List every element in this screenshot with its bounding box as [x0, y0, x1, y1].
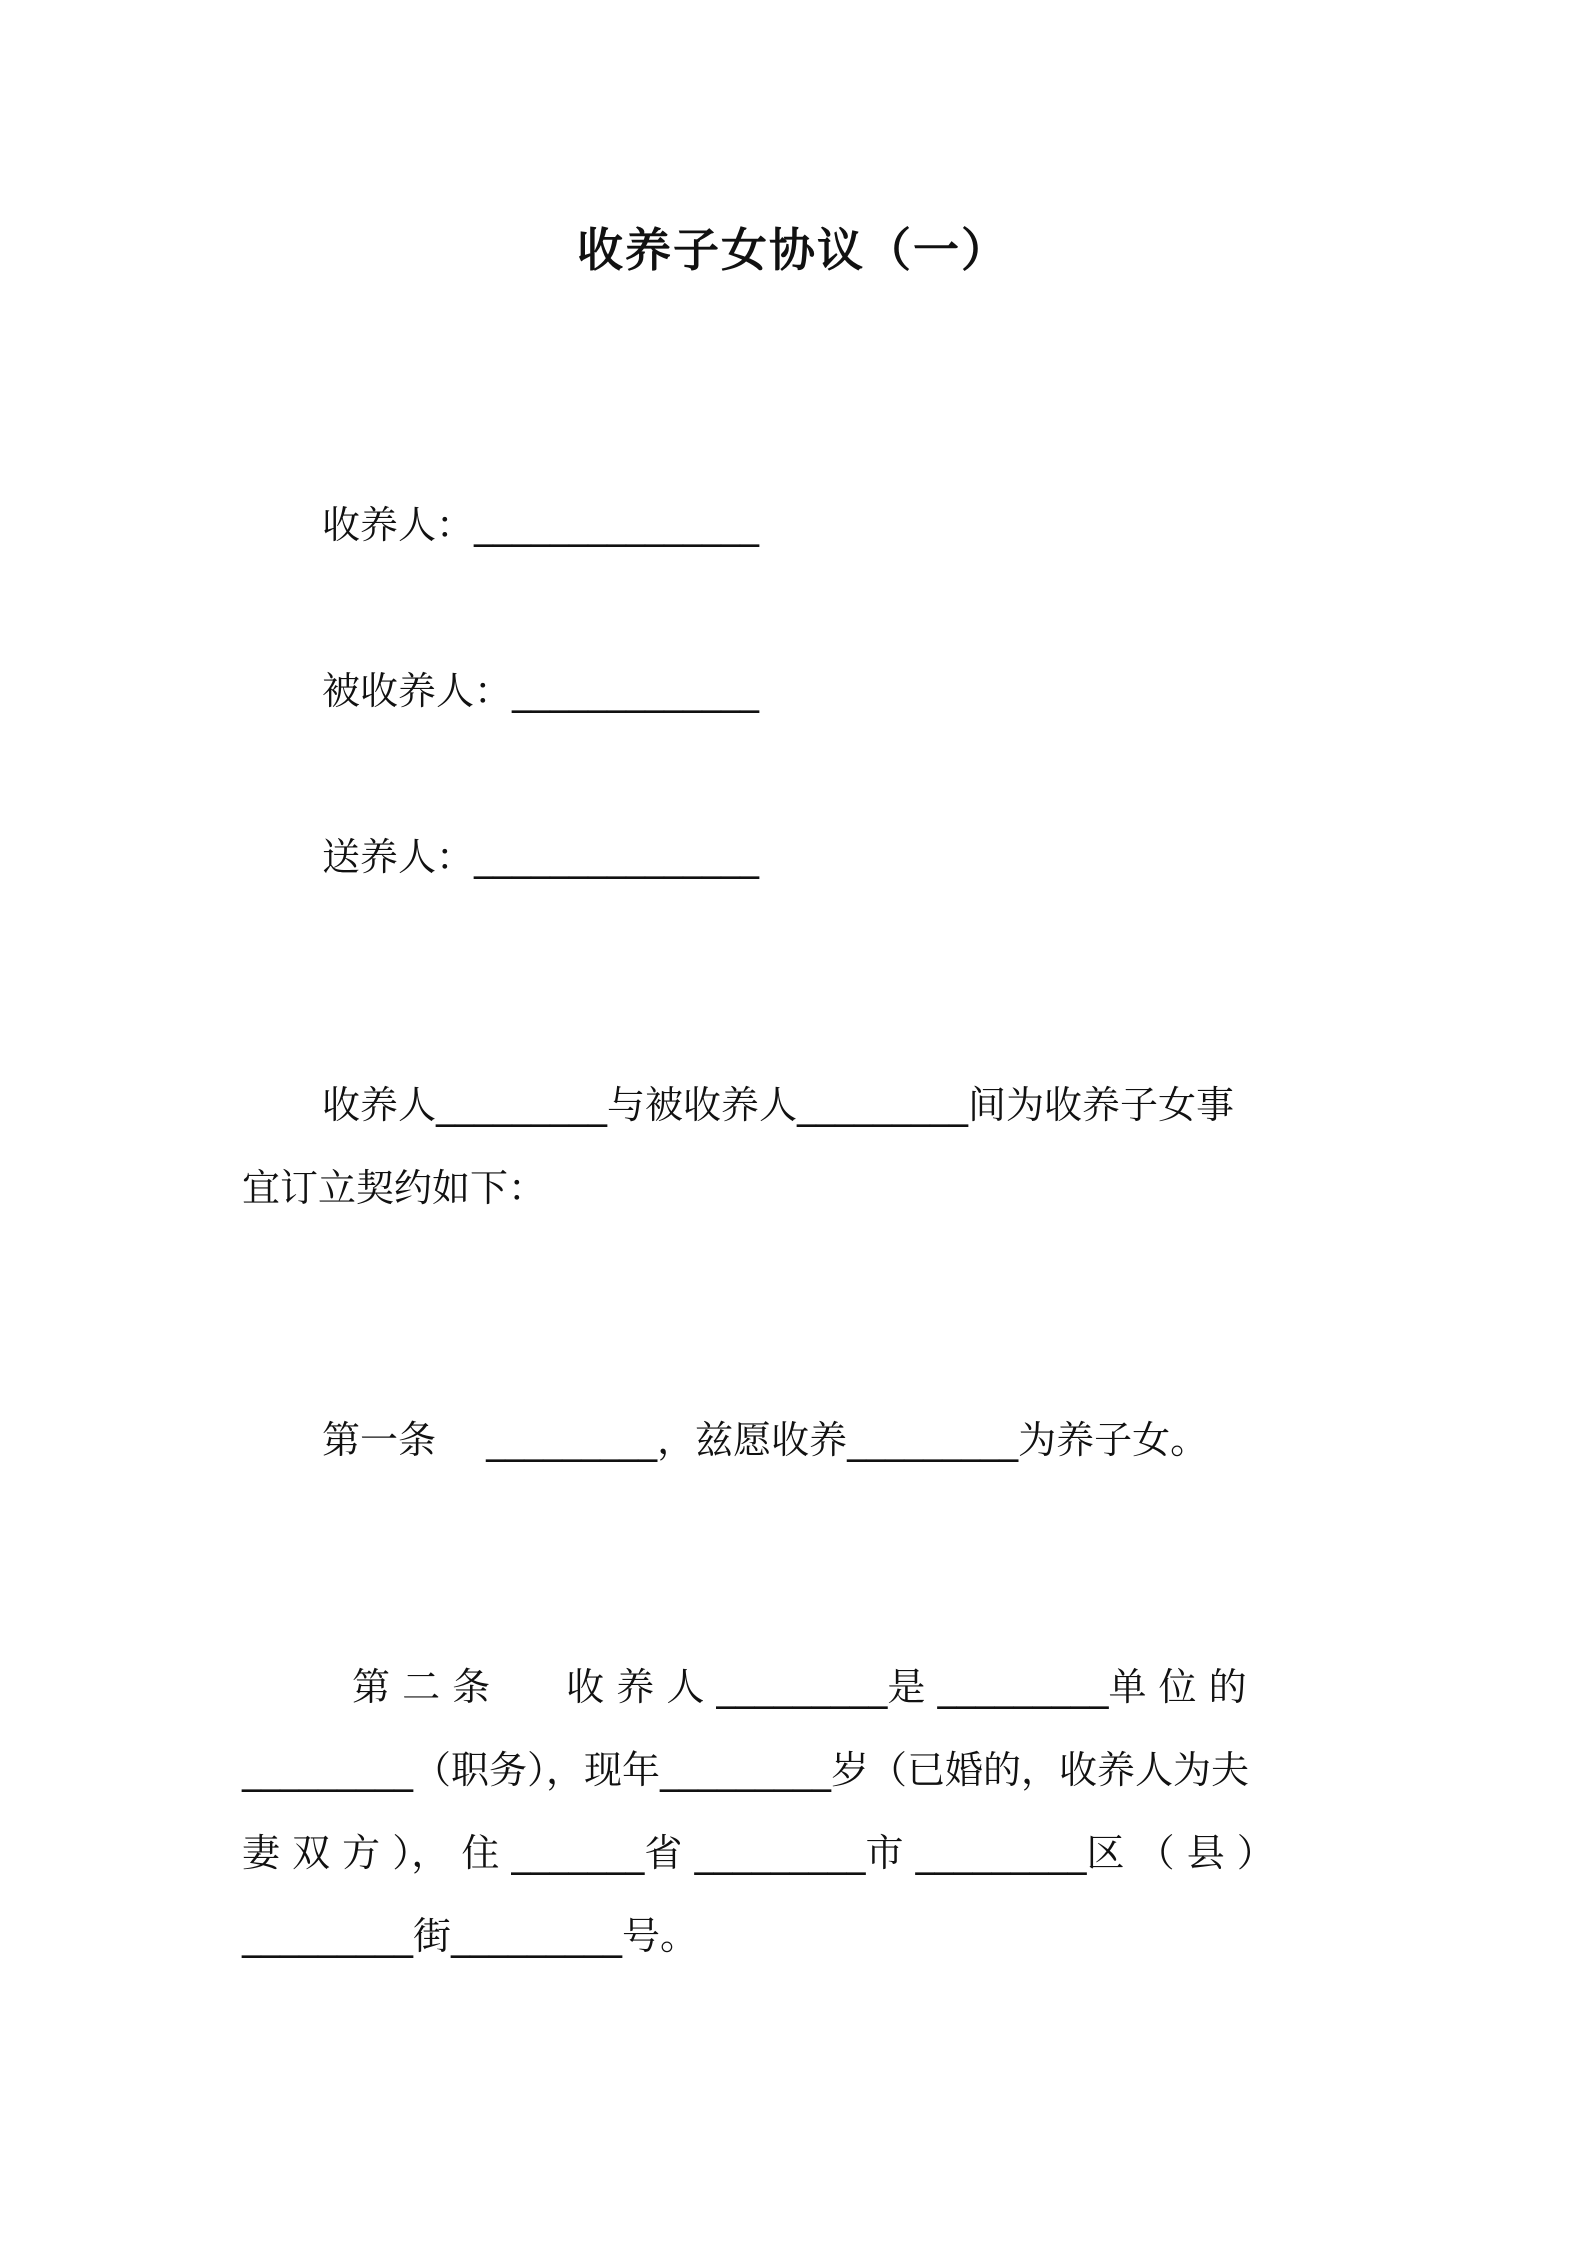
article-2-line-2: _________（职务），现年_________岁（已婚的，收养人为夫	[242, 1748, 1250, 1792]
article-1-line-1: 第一条 _________，兹愿收养_________为养子女。	[322, 1418, 1209, 1462]
adoptee-field: 被收养人：_____________	[322, 669, 760, 713]
placer-field: 送养人：_______________	[322, 835, 760, 879]
adopter-field: 收养人：_______________	[322, 503, 760, 547]
article-2-paragraph	[242, 1646, 1357, 1978]
article-2-line-4: _________街_________号。	[242, 1914, 699, 1958]
article-2-line-3: 妻 双 方 ）， 住 _______省 _________市 _________区 （ 县 ）	[242, 1831, 1275, 1875]
preamble-paragraph	[242, 1064, 1357, 1230]
article-1-paragraph	[242, 1399, 1357, 1482]
preamble-line-2: 宜订立契约如下：	[242, 1166, 547, 1210]
article-2-line-1: 第 二 条 收 养 人 _________是 _________单 位 的	[352, 1665, 1247, 1709]
document-title: 收养子女协议（一）	[577, 223, 1009, 277]
preamble-line-1: 收养人_________与被收养人_________间为收养子女事	[322, 1083, 1235, 1127]
